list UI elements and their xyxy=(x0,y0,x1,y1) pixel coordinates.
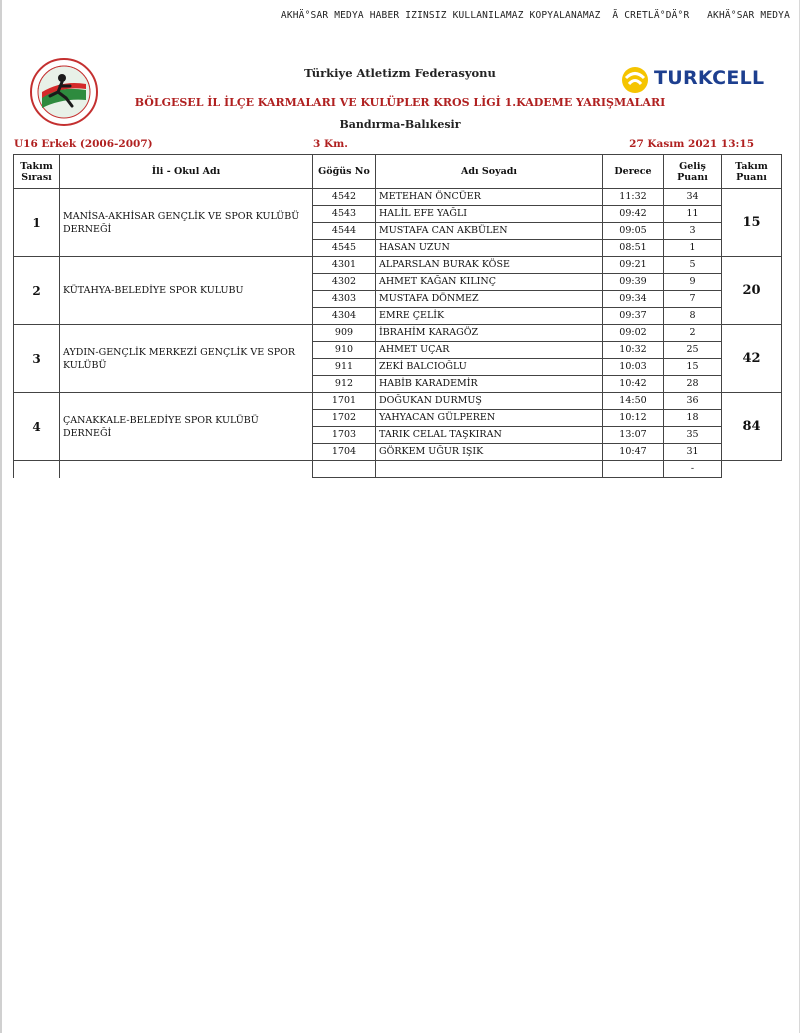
table-row xyxy=(14,393,782,410)
col-header-team: İli - Okul Adı xyxy=(60,155,313,189)
athlete-bib: 4543 xyxy=(313,206,376,223)
athlete-bib: 1701 xyxy=(313,393,376,410)
athlete-time: 10:12 xyxy=(603,410,664,427)
athlete-points: 5 xyxy=(664,257,722,274)
athlete-bib: 909 xyxy=(313,325,376,342)
athlete-bib: 4545 xyxy=(313,240,376,257)
athlete-points: 11 xyxy=(664,206,722,223)
athlete-points: 9 xyxy=(664,274,722,291)
team-total: 42 xyxy=(722,325,782,393)
athlete-bib: 4304 xyxy=(313,308,376,325)
athlete-time: 13:07 xyxy=(603,427,664,444)
athlete-points: 31 xyxy=(664,444,722,461)
empty-cell xyxy=(603,461,664,478)
athlete-points: 36 xyxy=(664,393,722,410)
athlete-bib: 4301 xyxy=(313,257,376,274)
athlete-name: MUSTAFA CAN AKBÜLEN xyxy=(376,223,603,240)
athlete-time: 08:51 xyxy=(603,240,664,257)
team-total: 84 xyxy=(722,393,782,461)
col-header-total: Takım Puanı xyxy=(722,155,782,189)
athlete-points: 8 xyxy=(664,308,722,325)
athlete-name: ALPARSLAN BURAK KÖSE xyxy=(376,257,603,274)
watermark-text: AKHÄ°SAR MEDYA HABER IZINSIZ KULLANILAMAZ KOPYALANAMAZ Ã CRETLÄ°DÄ°R AKHÄ°SAR MEDYA xyxy=(280,10,790,21)
table-header-row xyxy=(14,155,782,189)
col-header-time: Derece xyxy=(603,155,664,189)
athlete-points: 25 xyxy=(664,342,722,359)
athlete-points: 7 xyxy=(664,291,722,308)
col-header-rank: Takım Sırası xyxy=(14,155,60,189)
athlete-name: İBRAHİM KARAGÖZ xyxy=(376,325,603,342)
athlete-points: 2 xyxy=(664,325,722,342)
athlete-time: 10:42 xyxy=(603,376,664,393)
athlete-name: HASAN UZUN xyxy=(376,240,603,257)
date-label: 27 Kasım 2021 13:15 xyxy=(629,138,754,150)
table-row xyxy=(14,325,782,342)
athlete-bib: 1702 xyxy=(313,410,376,427)
athlete-points: 18 xyxy=(664,410,722,427)
athlete-bib: 4544 xyxy=(313,223,376,240)
athlete-name: EMRE ÇELİK xyxy=(376,308,603,325)
table-row xyxy=(14,189,782,206)
organization-title: Türkiye Atletizm Federasyonu xyxy=(304,66,496,80)
col-header-bib: Göğüs No xyxy=(313,155,376,189)
athlete-name: HALİL EFE YAĞLI xyxy=(376,206,603,223)
athlete-time: 09:21 xyxy=(603,257,664,274)
athlete-name: MUSTAFA DÖNMEZ xyxy=(376,291,603,308)
athlete-time: 11:32 xyxy=(603,189,664,206)
team-name: MANİSA-AKHİSAR GENÇLİK VE SPOR KULÜBÜ DERNEĞİ xyxy=(60,189,313,257)
empty-cell xyxy=(376,461,603,478)
athlete-name: AHMET UÇAR xyxy=(376,342,603,359)
athlete-points: 28 xyxy=(664,376,722,393)
athlete-time: 09:42 xyxy=(603,206,664,223)
empty-cell xyxy=(722,461,782,478)
athlete-name: DOĞUKAN DURMUŞ xyxy=(376,393,603,410)
team-rank: 1 xyxy=(14,189,60,257)
results-body xyxy=(14,189,782,478)
athlete-time: 10:47 xyxy=(603,444,664,461)
table-row xyxy=(14,257,782,274)
athlete-bib: 911 xyxy=(313,359,376,376)
athlete-time: 14:50 xyxy=(603,393,664,410)
athlete-time: 09:39 xyxy=(603,274,664,291)
distance-label: 3 Km. xyxy=(313,138,348,150)
team-rank: 3 xyxy=(14,325,60,393)
category-label: U16 Erkek (2006-2007) xyxy=(14,138,153,150)
athlete-bib: 4542 xyxy=(313,189,376,206)
team-name: KÜTAHYA-BELEDİYE SPOR KULUBU xyxy=(60,257,313,325)
empty-cell xyxy=(60,461,313,478)
athlete-time: 09:37 xyxy=(603,308,664,325)
col-header-name: Adı Soyadı xyxy=(376,155,603,189)
athlete-time: 09:34 xyxy=(603,291,664,308)
athlete-bib: 1703 xyxy=(313,427,376,444)
col-header-points: Geliş Puanı xyxy=(664,155,722,189)
athlete-bib: 1704 xyxy=(313,444,376,461)
team-rank: 4 xyxy=(14,393,60,461)
athlete-name: TARIK CELAL TAŞKIRAN xyxy=(376,427,603,444)
venue: Bandırma-Balıkesir xyxy=(339,118,461,131)
team-rank: 2 xyxy=(14,257,60,325)
empty-cell xyxy=(14,461,60,478)
athlete-points: 15 xyxy=(664,359,722,376)
athlete-name: ZEKİ BALCIOĞLU xyxy=(376,359,603,376)
athlete-time: 10:03 xyxy=(603,359,664,376)
athlete-bib: 912 xyxy=(313,376,376,393)
athlete-bib: 4302 xyxy=(313,274,376,291)
athlete-points: 3 xyxy=(664,223,722,240)
athlete-name: METEHAN ÖNCÜER xyxy=(376,189,603,206)
athlete-time: 09:05 xyxy=(603,223,664,240)
athlete-points: 34 xyxy=(664,189,722,206)
empty-cell xyxy=(313,461,376,478)
athlete-time: 09:02 xyxy=(603,325,664,342)
athlete-name: GÖRKEM UĞUR IŞIK xyxy=(376,444,603,461)
team-name: ÇANAKKALE-BELEDİYE SPOR KULÜBÜ DERNEĞİ xyxy=(60,393,313,461)
page-left-border xyxy=(0,0,2,1033)
athlete-name: YAHYACAN GÜLPEREN xyxy=(376,410,603,427)
athlete-points: 1 xyxy=(664,240,722,257)
team-total: 15 xyxy=(722,189,782,257)
athlete-name: HABİB KARADEMİR xyxy=(376,376,603,393)
sponsor-name: TURKCELL xyxy=(654,67,765,89)
athlete-name: AHMET KAĞAN KILINÇ xyxy=(376,274,603,291)
team-name: AYDIN-GENÇLİK MERKEZİ GENÇLİK VE SPOR KULÜBÜ xyxy=(60,325,313,393)
athlete-points: - xyxy=(664,461,722,478)
event-title: BÖLGESEL İL İLÇE KARMALARI VE KULÜPLER KROS LİGİ 1.KADEME YARIŞMALARI xyxy=(134,96,666,109)
team-total: 20 xyxy=(722,257,782,325)
athlete-bib: 4303 xyxy=(313,291,376,308)
athlete-points: 35 xyxy=(664,427,722,444)
results-table xyxy=(13,154,782,478)
table-row-empty xyxy=(14,461,782,478)
athlete-time: 10:32 xyxy=(603,342,664,359)
athlete-bib: 910 xyxy=(313,342,376,359)
